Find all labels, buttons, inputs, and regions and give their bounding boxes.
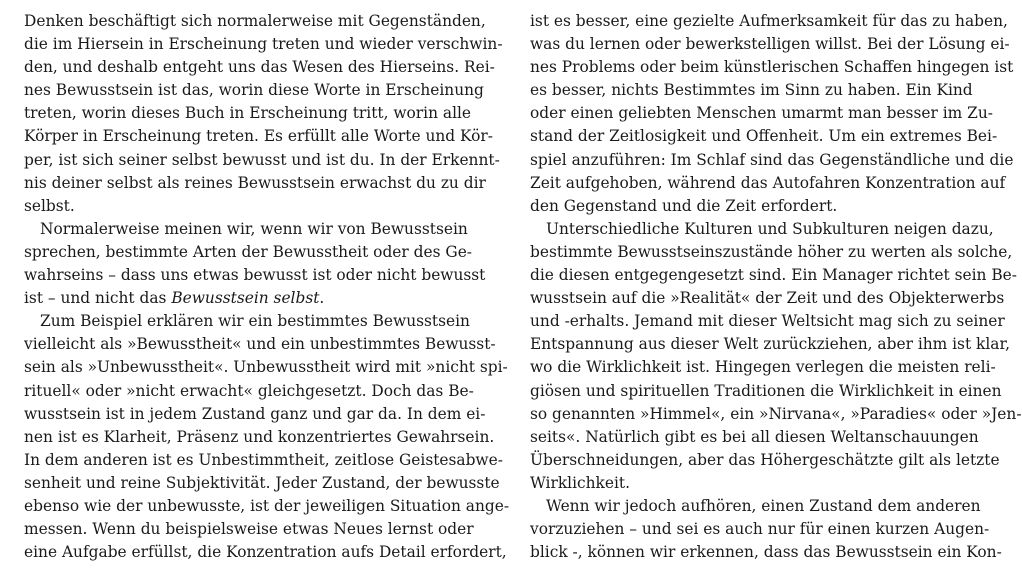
text-line: es besser, nichts Bestimmtes im Sinn zu haben. Ein Kind [530, 81, 973, 100]
text-line: und -erhalts. Jemand mit dieser Weltsicht mag sich zu seiner [530, 312, 1005, 331]
text-line: seits«. Natürlich gibt es bei all diesen Weltanschauungen [530, 427, 979, 446]
text-line: wahrseins – dass uns etwas bewusst ist oder nicht bewusst [24, 266, 486, 285]
text-line: wusstsein ist in jedem Zustand ganz und gar da. In dem ei- [24, 404, 486, 423]
text-line: Wenn wir jedoch aufhören, einen Zustand dem anderen [546, 496, 981, 515]
text-line: bestimmte Bewusstseinszustände höher zu werten als solche, [530, 242, 1013, 261]
text-line: Zeit aufgehoben, während das Autofahren Konzentration auf [530, 173, 1006, 192]
text-line: Körper in Erscheinung treten. Es erfüllt alle Worte und Kör- [24, 127, 493, 146]
text-line: ist es besser, eine gezielte Aufmerksamkeit für das zu haben, [530, 12, 1008, 30]
text-segment: . [319, 289, 325, 308]
text-line: sprechen, bestimmte Arten der Bewusstheit oder des Ge- [24, 242, 473, 261]
left-text-column [24, 10, 510, 564]
text-line: Überschneidungen, aber das Höhergeschätzte gilt als letzte [530, 450, 1000, 469]
text-line: wusstsein auf die »Realität« der Zeit und des Objekterwerbs [530, 289, 1005, 308]
text-line: oder einen geliebten Menschen umarmt man besser im Zu- [530, 104, 993, 123]
text-line: Wirklichkeit. [530, 473, 630, 492]
text-line: Unterschiedliche Kulturen und Subkulturen neigen dazu, [546, 219, 994, 238]
text-line: spiel anzuführen: Im Schlaf sind das Gegenständliche und die [530, 150, 1014, 169]
text-line: den Gegenstand und die Zeit erfordert. [530, 196, 838, 215]
text-line: sein als »Unbewusstheit«. Unbewusstheit wird mit »nicht spi- [24, 358, 508, 377]
text-line: stand der Zeitlosigkeit und Offenheit. Um ein extremes Bei- [530, 127, 998, 146]
text-line: vielleicht als »Bewusstheit« und ein unbestimmtes Bewusst- [24, 335, 496, 354]
text-line: nen ist es Klarheit, Präsenz und konzentriertes Gewahrsein. [24, 427, 495, 446]
text-line: giösen und spirituellen Traditionen die Wirklichkeit in einen [530, 381, 1002, 400]
text-line: so genannten »Himmel«, ein »Nirvana«, »Paradies« oder »Jen- [530, 404, 1022, 423]
text-line: selbst. [24, 196, 75, 215]
text-line: nes Problems oder beim künstlerischen Schaffen hingegen ist [530, 58, 1014, 77]
text-line: den, und deshalb entgeht uns das Wesen des Hierseins. Rei- [24, 58, 495, 77]
text-line: blick -, können wir erkennen, dass das Bewusstsein ein Kon- [530, 543, 1002, 562]
text-line: nes Bewusstsein ist das, worin diese Worte in Erscheinung [24, 81, 484, 100]
text-line: messen. Wenn du beispielsweise etwas Neues lernst oder [24, 520, 474, 539]
text-line: nis deiner selbst als reines Bewusstsein erwachst du zu dir [24, 173, 486, 192]
text-line: was du lernen oder bewerkstelligen willst. Bei der Lösung ei- [530, 35, 1010, 54]
right-text-column [530, 10, 1022, 564]
text-line: Entspannung aus dieser Welt zurückziehen, aber ihm ist klar, [530, 335, 1011, 354]
text-line: Normalerweise meinen wir, wenn wir von Bewusstsein [40, 219, 468, 238]
text-line: treten, worin dieses Buch in Erscheinung tritt, worin alle [24, 104, 472, 123]
text-line: Zum Beispiel erklären wir ein bestimmtes Bewusstsein [40, 312, 470, 331]
text-line: die diesen entgegengesetzt sind. Ein Manager richtet sein Be- [530, 266, 1017, 285]
text-line: In dem anderen ist es Unbestimmtheit, zeitlose Geistesabwe- [24, 450, 503, 469]
text-segment: ist – und nicht das [24, 289, 172, 308]
text-line: wo die Wirklichkeit ist. Hingegen verlegen die meisten reli- [530, 358, 996, 377]
text-line: per, ist sich seiner selbst bewusst und ist du. In der Erkennt- [24, 150, 500, 169]
text-line: rituell« oder »nicht erwacht« gleichgesetzt. Doch das Be- [24, 381, 474, 400]
text-line: vorzuziehen – und sei es auch nur für einen kurzen Augen- [530, 520, 990, 539]
text-line [24, 287, 464, 310]
text-line: ebenso wie der unbewusste, ist der jeweiligen Situation ange- [24, 496, 510, 515]
text-line: eine Aufgabe erfüllst, die Konzentration aufs Detail erfordert, [24, 543, 507, 562]
emphasis-text: Bewusstsein selbst [171, 289, 320, 308]
text-line: die im Hiersein in Erscheinung treten und wieder verschwin- [24, 35, 503, 54]
text-line: senheit und reine Subjektivität. Jeder Zustand, der bewusste [24, 473, 500, 492]
text-line: Denken beschäftigt sich normalerweise mit Gegenständen, [24, 12, 486, 30]
